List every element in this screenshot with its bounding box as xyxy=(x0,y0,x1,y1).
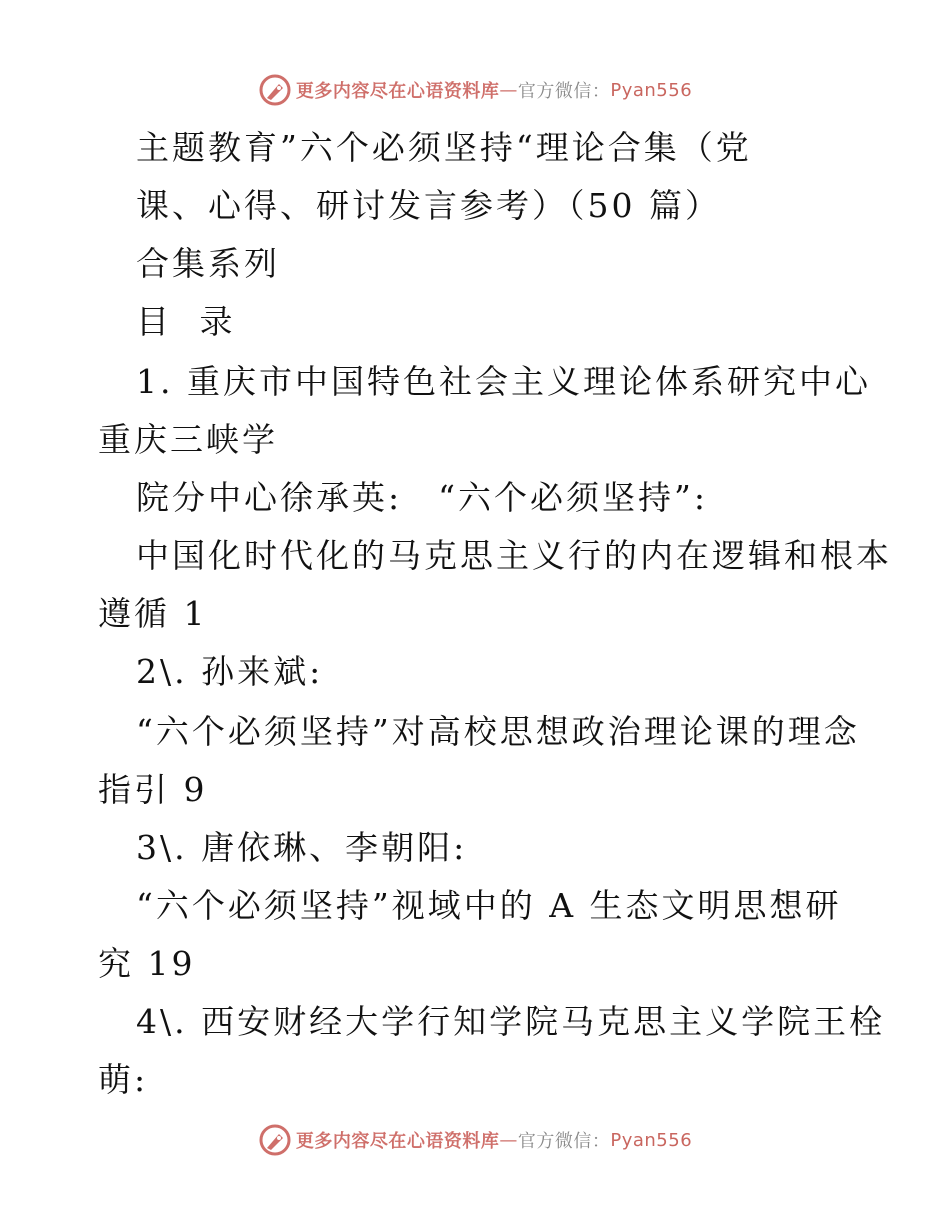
watermark-wechat-id: Pyan556 xyxy=(610,79,693,101)
toc-heading: 目 录 xyxy=(136,302,243,341)
pen-nib-logo-icon xyxy=(258,1123,292,1157)
toc-entry-2-line-1: 2\. 孙来斌: xyxy=(136,652,324,691)
doc-title-line-2: 课、心得、研讨发言参考）（50 篇） xyxy=(136,186,721,225)
watermark-wechat-id: Pyan556 xyxy=(610,1129,693,1151)
toc-entry-1-line-2: 重庆三峡学 xyxy=(98,420,278,459)
watermark-site-text: 更多内容尽在心语资料库 xyxy=(295,81,500,102)
toc-entry-1-line-4: 中国化时代化的马克思主义行的内在逻辑和根本 xyxy=(136,536,892,575)
toc-entry-4-line-1: 4\. 西安财经大学行知学院马克思主义学院王栓 xyxy=(136,1002,886,1041)
watermark-official-label: 官方微信： xyxy=(517,81,611,102)
footer-watermark xyxy=(0,1120,950,1160)
toc-entry-3-line-3: 究 19 xyxy=(98,944,196,983)
watermark-dash: — xyxy=(499,1129,518,1151)
watermark-dash: — xyxy=(499,79,518,101)
toc-entry-1-line-1: 1. 重庆市中国特色社会主义理论体系研究中心 xyxy=(136,362,871,401)
doc-series-label: 合集系列 xyxy=(136,244,280,283)
toc-entry-1-line-3: 院分中心徐承英: “六个必须坚持”: xyxy=(136,478,708,517)
toc-entry-2-line-3: 指引 9 xyxy=(98,770,208,809)
toc-entry-3-line-2: “六个必须坚持”视域中的 A 生态文明思想研 xyxy=(136,886,842,925)
doc-title-line-1: 主题教育”六个必须坚持“理论合集（党 xyxy=(136,128,752,167)
toc-entry-3-line-1: 3\. 唐依琳、李朝阳: xyxy=(136,828,468,867)
watermark-site-text: 更多内容尽在心语资料库 xyxy=(295,1131,500,1152)
toc-entry-1-line-5: 遵循 1 xyxy=(98,594,208,633)
toc-entry-2-line-2: “六个必须坚持”对高校思想政治理论课的理念 xyxy=(136,712,860,751)
toc-entry-4-line-2: 萌: xyxy=(98,1060,149,1099)
watermark-official-label: 官方微信： xyxy=(517,1131,611,1152)
